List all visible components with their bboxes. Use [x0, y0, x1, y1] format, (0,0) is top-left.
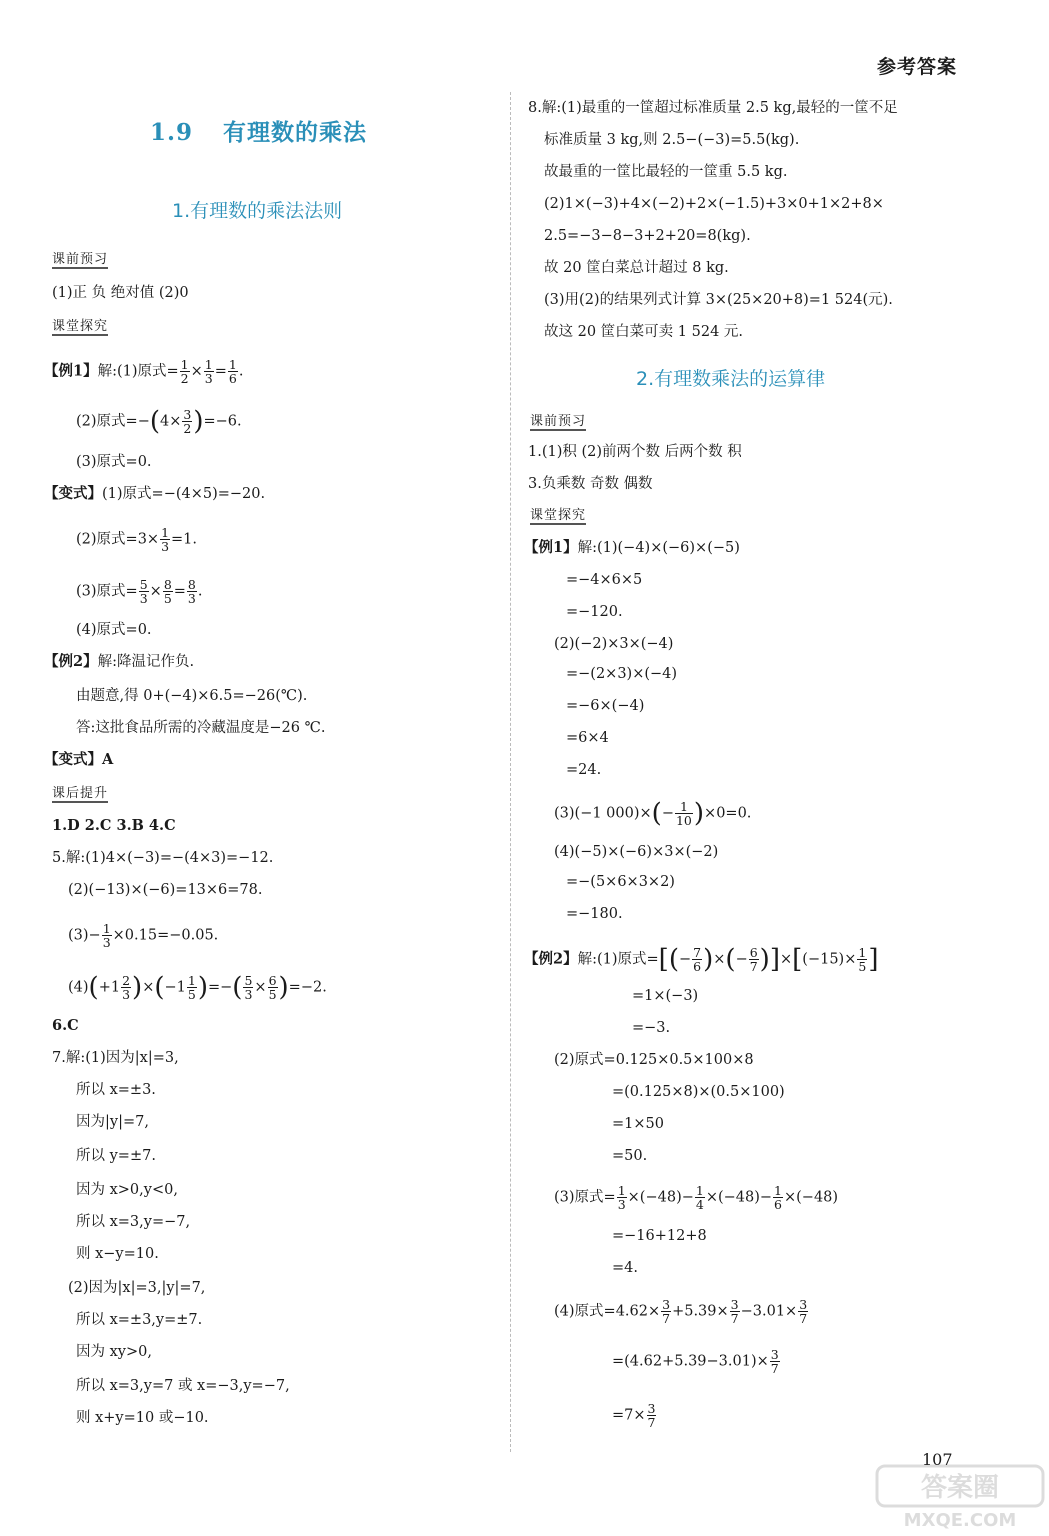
example-tag: 【例1】: [524, 539, 578, 556]
q5-line4: (4)(+1 $\frac{2}{3}$ )×(−1 $\frac{1}{5}$ )=−( $\frac{5}{3}$ × $\frac{6}{5}$ )=−2.: [68, 972, 327, 1003]
fraction: $\frac{1}{3}$: [102, 921, 111, 950]
fraction: $\frac{8}{3}$: [187, 577, 196, 606]
q7-line: 所以 x=±3.: [76, 1082, 156, 1098]
variant1-line4: (4)原式=0.: [76, 622, 152, 638]
column-divider: [510, 92, 511, 1452]
r-example2-line13: =7× $\frac{3}{7}$: [612, 1401, 656, 1430]
preview-answer: (1)正 负 绝对值 (2)0: [52, 285, 189, 301]
left-subtitle: 1.有理数的乘法法则: [172, 200, 343, 222]
fraction: $\frac{6}{7}$: [749, 945, 758, 974]
r-example2-line: =1×(−3): [632, 988, 699, 1004]
r-example2-line: =50.: [612, 1148, 648, 1164]
r-example2-line: =1×50: [612, 1116, 664, 1132]
fraction: $\frac{3}{7}$: [770, 1347, 779, 1376]
q8-line: 故这 20 筐白菜可卖 1 524 元.: [544, 324, 744, 340]
q8-line: 故最重的一筐比最轻的一筐重 5.5 kg.: [544, 164, 788, 180]
q7-line: 则 x+y=10 或−10.: [76, 1410, 209, 1426]
r-example1-line: =−6×(−4): [566, 698, 645, 714]
fraction: $\frac{3}{7}$: [730, 1297, 739, 1326]
q5-line2: (2)(−13)×(−6)=13×6=78.: [68, 882, 263, 898]
fraction: $\frac{7}{6}$: [693, 945, 702, 974]
r-example1-line: (4)(−5)×(−6)×3×(−2): [554, 844, 719, 860]
r-example2-line8: (3)原式= $\frac{1}{3}$ ×(−48)− $\frac{1}{4}$ ×(−48)− $\frac{1}{6}$ ×(−48): [554, 1183, 839, 1212]
r-example1-line: =24.: [566, 762, 602, 778]
r-example2-line: =(0.125×8)×(0.5×100): [612, 1084, 785, 1100]
page-number: 107: [922, 1450, 953, 1469]
example1-line1: 【例1】解:(1)原式= $\frac{1}{2}$ × $\frac{1}{3}$ = $\frac{1}{6}$ .: [44, 357, 244, 386]
section-title: [150, 114, 367, 147]
fraction: $\frac{5}{3}$: [244, 973, 253, 1002]
fraction: $\frac{8}{5}$: [163, 577, 172, 606]
variant2-line: 【变式】A: [44, 751, 114, 768]
page-header-title: 参考答案: [876, 56, 957, 78]
fraction: $\frac{1}{3}$: [617, 1183, 626, 1212]
fraction: $\frac{3}{7}$: [662, 1297, 671, 1326]
svg-text:答案圈: 答案圈: [920, 1473, 1000, 1503]
r-example1-line1: 【例1】解:(1)(−4)×(−6)×(−5): [524, 539, 740, 556]
example2-line1: 【例2】解:降温记作负.: [44, 653, 195, 670]
q8-line: 标准质量 3 kg,则 2.5−(−3)=5.5(kg).: [544, 132, 800, 148]
fraction: $\frac{3}{7}$: [647, 1401, 656, 1430]
r-example1-line: =−(2×3)×(−4): [566, 666, 678, 682]
q8-line: 故 20 筐白菜总计超过 8 kg.: [544, 260, 729, 276]
preview-answer-line1: 1.(1)积 (2)前两个数 后两个数 积: [528, 444, 742, 460]
q1-4-answers: 1.D 2.C 3.B 4.C: [52, 817, 176, 834]
example2-line3: 答:这批食品所需的冷藏温度是−26 ℃.: [76, 720, 326, 736]
q7-line: 因为|y|=7,: [76, 1114, 149, 1130]
q7-line: 所以 x=3,y=−7,: [76, 1214, 191, 1230]
q5-line3: (3)− $\frac{1}{3}$ ×0.15=−0.05.: [68, 921, 219, 950]
variant-tag: 【变式】: [44, 485, 102, 502]
q7-line: 所以 x=±3,y=±7.: [76, 1312, 203, 1328]
q7-line: 因为 xy>0,: [76, 1344, 152, 1360]
explore-label: 课堂探究: [52, 319, 109, 334]
r-example1-line: =−4×6×5: [566, 572, 643, 588]
right-subtitle: 2.有理数乘法的运算律: [636, 368, 826, 390]
watermark-logo: [875, 1462, 1045, 1532]
r-example2-line: (2)原式=0.125×0.5×100×8: [554, 1052, 754, 1068]
q7-line: 因为 x>0,y<0,: [76, 1182, 178, 1198]
explore-label: 课堂探究: [530, 508, 587, 523]
fraction: $\frac{6}{5}$: [268, 973, 277, 1002]
fraction: $\frac{1}{5}$: [187, 973, 196, 1002]
q7-line: (2)因为|x|=3,|y|=7,: [68, 1280, 206, 1296]
example2-line2: 由题意,得 0+(−4)×6.5=−26(℃).: [76, 688, 308, 704]
svg-text:MXQE.COM: MXQE.COM: [903, 1510, 1017, 1531]
fraction: $\frac{1}{3}$: [161, 525, 170, 554]
r-example2-line11: (4)原式=4.62× $\frac{3}{7}$ +5.39× $\frac{3}{7}$ −3.01× $\frac{3}{7}$: [554, 1297, 808, 1326]
r-example2-line: =4.: [612, 1260, 638, 1276]
q8-line: (3)用(2)的结果列式计算 3×(25×20+8)=1 524(元).: [544, 292, 893, 308]
preview-label: 课前预习: [52, 252, 109, 267]
r-example1-line: =−(5×6×3×2): [566, 874, 675, 890]
text: 解:(1)原式=: [97, 363, 179, 380]
q8-line: 2.5=−3−8−3+2+20=8(kg).: [544, 228, 751, 244]
example1-line3: (3)原式=0.: [76, 454, 152, 470]
fraction: $\frac{5}{3}$: [139, 577, 148, 606]
variant1-line2: (2)原式=3× $\frac{1}{3}$ =1.: [76, 525, 198, 554]
r-example1-line: =6×4: [566, 730, 609, 746]
example1-line2: (2)原式=−(4× $\frac{3}{2}$ )=−6.: [76, 406, 242, 437]
preview-answer-line2: 3.负乘数 奇数 偶数: [528, 476, 653, 492]
section-name: 有理数的乘法: [223, 119, 368, 146]
r-example2-line: =−16+12+8: [612, 1228, 707, 1244]
q7-line: 则 x−y=10.: [76, 1246, 159, 1262]
fraction: $\frac{1}{5}$: [858, 945, 867, 974]
fraction: $\frac{3}{7}$: [799, 1297, 808, 1326]
q8-line: 8.解:(1)最重的一筐超过标准质量 2.5 kg,最轻的一筐不足: [528, 100, 898, 116]
r-example1-line: (2)(−2)×3×(−4): [554, 636, 674, 652]
fraction: $\frac{1}{4}$: [695, 1183, 704, 1212]
example-tag: 【例2】: [44, 653, 98, 670]
r-example2-line12: =(4.62+5.39−3.01)× $\frac{3}{7}$: [612, 1347, 779, 1376]
variant1-line1: 【变式】(1)原式=−(4×5)=−20.: [44, 485, 266, 502]
r-example2-line1: 【例2】解:(1)原式=[(− $\frac{7}{6}$ )×(− $\frac{6}{7}$ )]×[(−15)× $\frac{1}{5}$ ]: [524, 944, 879, 975]
r-example1-line: =−120.: [566, 604, 623, 620]
fraction: $\frac{1}{2}$: [180, 357, 189, 386]
fraction: $\frac{1}{10}$: [675, 799, 692, 828]
r-example1-line9: (3)(−1 000)×(− $\frac{1}{10}$ )×0=0.: [554, 798, 752, 829]
q7-line: 7.解:(1)因为|x|=3,: [52, 1050, 179, 1066]
q8-line: (2)1×(−3)+4×(−2)+2×(−1.5)+3×0+1×2+8×: [544, 196, 884, 212]
fraction: $\frac{1}{6}$: [774, 1183, 782, 1212]
variant1-line3: (3)原式= $\frac{5}{3}$ × $\frac{8}{5}$ = $\frac{8}{3}$ .: [76, 577, 203, 606]
section-number: 1.9: [150, 119, 194, 146]
fraction: $\frac{1}{3}$: [204, 357, 213, 386]
example-tag: 【例2】: [524, 950, 578, 968]
preview-label: 课前预习: [530, 414, 587, 429]
q6-answer: 6.C: [52, 1017, 79, 1034]
r-example1-line: =−180.: [566, 906, 623, 922]
fraction: $\frac{1}{6}$: [228, 357, 237, 386]
q5-line1: 5.解:(1)4×(−3)=−(4×3)=−12.: [52, 850, 274, 866]
q7-line: 所以 y=±7.: [76, 1148, 156, 1164]
example-tag: 【例1】: [44, 362, 98, 380]
q7-line: 所以 x=3,y=7 或 x=−3,y=−7,: [76, 1378, 290, 1394]
r-example2-line: =−3.: [632, 1020, 671, 1036]
fraction: $\frac{3}{2}$: [183, 407, 192, 436]
after-class-label: 课后提升: [52, 786, 109, 801]
fraction: $\frac{2}{3}$: [122, 973, 131, 1002]
